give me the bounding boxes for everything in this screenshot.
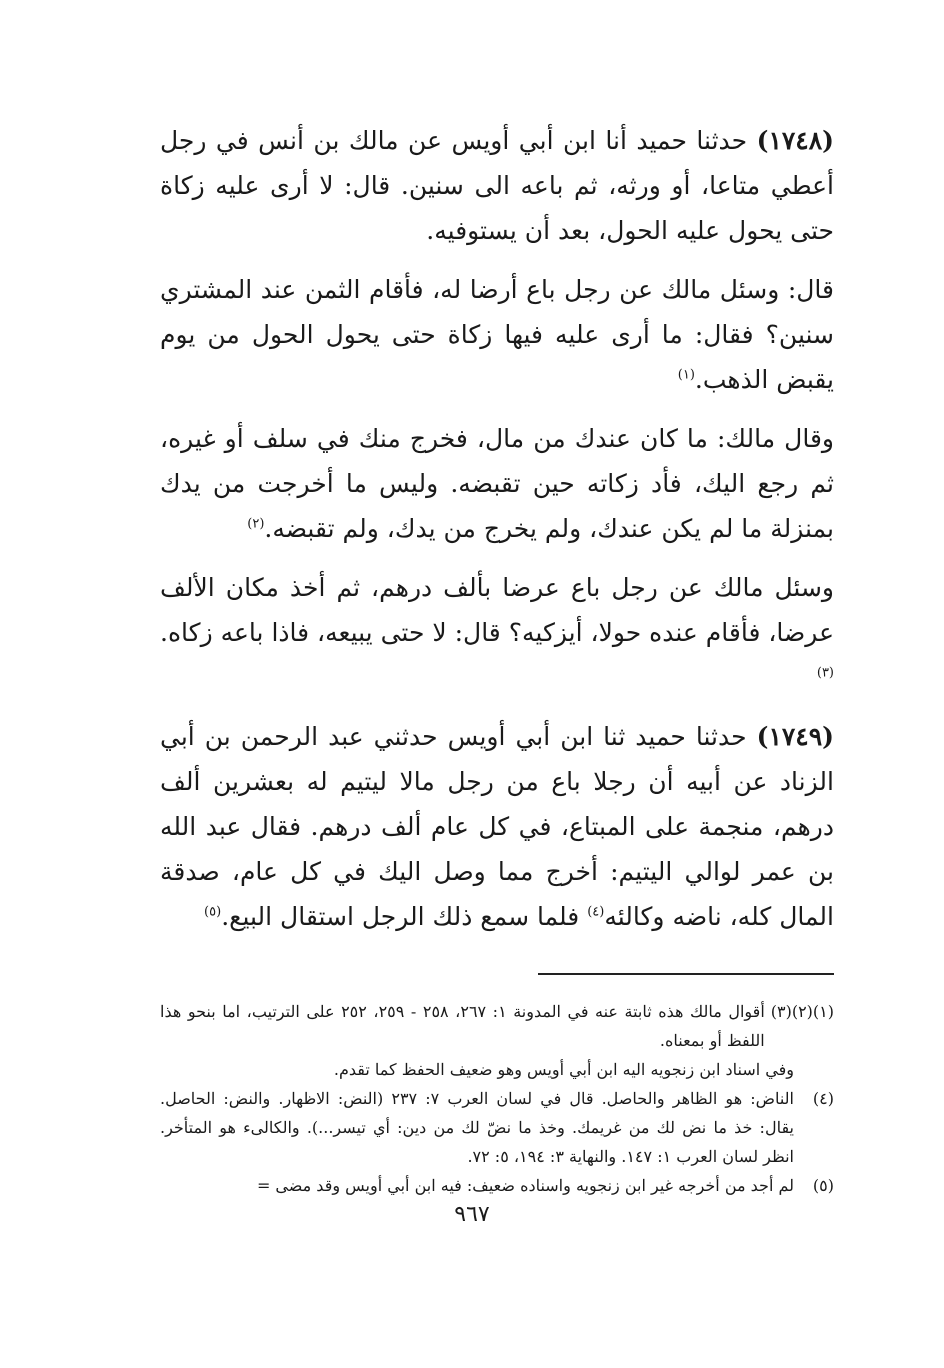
footnote-text: لم أجد من أخرجه غير ابن زنجويه واسناده ضعيف: فيه ابن أبي أويس وقد مضى = xyxy=(256,1176,794,1195)
footnote-number: (٥) xyxy=(812,1176,834,1195)
footnote-text: وفي اسناد ابن زنجويه اليه ابن أبي أويس وهو ضعيف الحفظ كما تقدم. xyxy=(333,1060,794,1079)
paragraph-malik-goods xyxy=(160,565,834,700)
footnote-text: الناض: هو الظاهر والحاصل. قال في لسان العرب ٧: ٢٣٧ (النض: الاظهار. والنض: الحاصل. يقال: خذ ما نض لك من غريمك. وخذ ما نضّ لك من دين: أي تيسر...). والكالىء هو المتأخر. انظر لسان العرب ١: ١٤٧. والنهاية ٣: ١٩٤، ٥: ٧٢. xyxy=(160,1089,794,1166)
main-text xyxy=(160,118,834,939)
page-body xyxy=(160,118,834,1200)
footnotes xyxy=(160,997,834,1200)
paragraph-text: وسئل مالك عن رجل باع عرضا بألف درهم، ثم أخذ مكان الألف عرضا، فأقام عنده حولا، أيزكيه؟ قال: لا حتى يبيعه، فاذا باعه زكاه. xyxy=(160,573,834,647)
hadith-text: حدثنا حميد ثنا ابن أبي أويس حدثني عبد الرحمن بن أبي الزناد عن أبيه أن رجلا باع من رجل مالا ليتيم له بعشرين ألف درهم، منجمة على المبتاع، في كل عام ألف درهم. فقال عبد الله بن عمر لوالي اليتيم: أخرج مما وصل اليك في كل عام، صدقة المال كله، ناضه وكالئه xyxy=(160,722,834,931)
footnote-ref: (٢) xyxy=(247,516,265,532)
footnote-text: أقوال مالك هذه ثابتة عنه في المدونة ١: ٢٦٧، ٢٥٨ - ٢٥٩، ٢٥٢ على الترتيب، اما بنحو هذا اللفظ أو بمعناه. xyxy=(160,1002,765,1050)
hadith-number: (١٧٤٨) xyxy=(756,126,834,155)
footnote-ref: (٤) xyxy=(587,904,605,920)
page-number: ٩٦٧ xyxy=(454,1202,490,1227)
paragraph-malik-loan xyxy=(160,416,834,551)
paragraph-text: قال: وسئل مالك عن رجل باع أرضا له، فأقام الثمن عند المشتري سنين؟ فقال: ما أرى عليه فيها زكاة حتى يحول الحول من يوم يقبض الذهب. xyxy=(160,275,834,394)
footnote-ref: (٣) xyxy=(816,665,834,681)
hadith-number: (١٧٤٩) xyxy=(756,722,834,751)
hadith-1749 xyxy=(160,714,834,939)
footnote-ref: (٥) xyxy=(204,904,222,920)
paragraph-malik-land xyxy=(160,267,834,402)
footnote-1-2-3 xyxy=(160,997,834,1055)
hadith-1748 xyxy=(160,118,834,253)
footnote-4 xyxy=(160,1084,834,1171)
hadith-text: حدثنا حميد أنا ابن أبي أويس عن مالك بن أنس في رجل أعطي متاعا، أو ورثه، ثم باعه الى سنين. قال: لا أرى عليه زكاة حتى يحول عليه الحول، بعد أن يستوفيه. xyxy=(160,126,834,245)
paragraph-text: وقال مالك: ما كان عندك من مال، فخرج منك في سلف أو غيره، ثم رجع اليك، فأد زكاته حين تقبضه. وليس ما أخرجت من يدك بمنزلة ما لم يكن عندك، ولم يخرج من يدك، ولم تقبضه. xyxy=(160,424,834,543)
footnote-separator xyxy=(538,973,834,975)
footnote-ref: (١) xyxy=(677,367,695,383)
footnote-number: (١)(٢)(٣) xyxy=(770,1002,834,1021)
footnote-5 xyxy=(160,1171,834,1200)
footnote-continuation xyxy=(160,1055,834,1084)
footnote-number: (٤) xyxy=(812,1089,834,1108)
hadith-text: فلما سمع ذلك الرجل استقال البيع. xyxy=(221,902,588,931)
